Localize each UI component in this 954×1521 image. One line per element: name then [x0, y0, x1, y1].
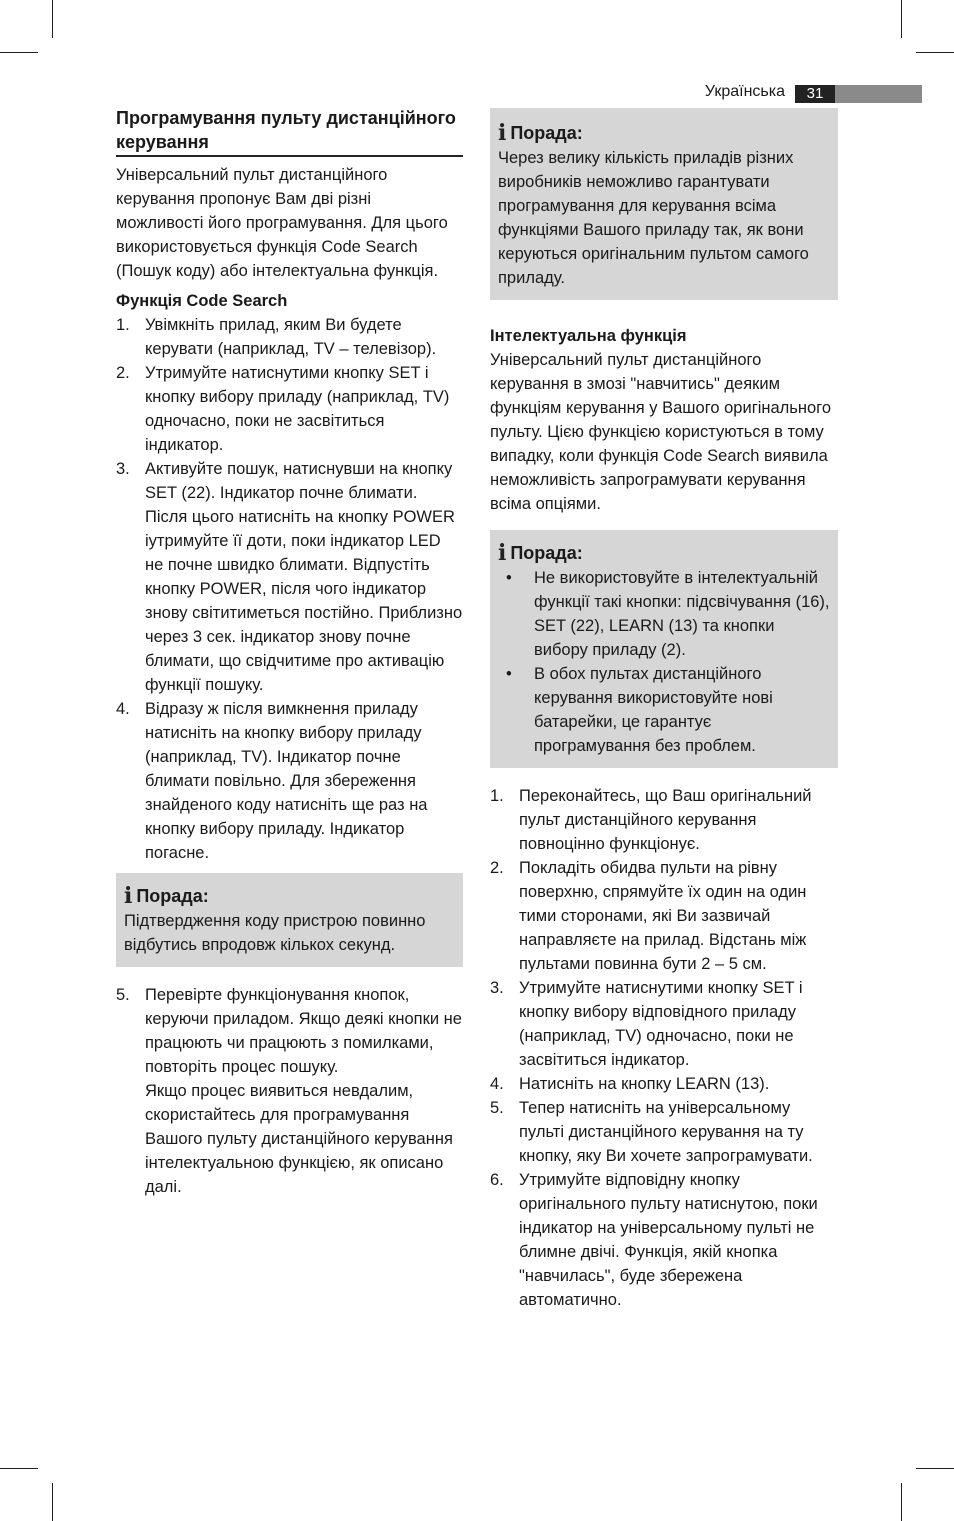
bullet-icon: •	[506, 569, 512, 587]
list-item	[116, 361, 463, 457]
tip-box	[116, 873, 463, 967]
step-number: 3.	[490, 979, 504, 997]
list-item	[490, 856, 838, 976]
step-text: Переконайтесь, що Ваш оригінальний пульт дистанційного керування повноцінно функціонує.	[519, 787, 812, 853]
crop-mark	[0, 52, 38, 53]
list-item	[498, 662, 830, 758]
tip-title: Порада:	[136, 886, 209, 906]
step-text: Утримуйте натиснутими кнопку SET і кнопку вибору приладу (наприклад, TV) одночасно, поки не засвітиться індикатор.	[145, 364, 450, 454]
tip-box	[490, 108, 838, 300]
step-text: Перевірте функціонування кнопок, керуючи приладом. Якщо деякі кнопки не працюють чи працюють з помилками, повторіть процес пошуку.	[145, 986, 462, 1076]
page-number: 31	[795, 85, 835, 103]
code-search-steps-continued	[116, 983, 463, 1199]
smart-function-intro: Універсальний пульт дистанційного керування в змозі "навчитись" деяким функціям керування у Вашого оригінального пульту. Цією функцією користуються в тому випадку, коли функція Code Search виявила неможливість запрограмувати керування всіма опціями.	[490, 351, 832, 513]
step-text: Тепер натисніть на універсальному пульті дистанційного керування на ту кнопку, яку Ви хочете запрограмувати.	[519, 1099, 813, 1165]
bullet-text: В обох пультах дистанційного керування використовуйте нові батарейки, це гарантує програмування без проблем.	[534, 665, 773, 755]
left-column	[116, 106, 463, 1199]
smart-function-heading: Інтелектуальна функція	[490, 327, 687, 345]
list-item	[490, 784, 838, 856]
step-number: 3.	[116, 460, 130, 478]
list-item	[490, 1096, 838, 1168]
list-item	[116, 313, 463, 361]
step-text: Увімкніть прилад, яким Ви будете керувати (наприклад, TV – телевізор).	[145, 316, 437, 358]
step-number: 2.	[490, 859, 504, 877]
tip-text: Через велику кількість приладів різних виробників неможливо гарантувати програмування для керування всіма функціями Вашого приладу так, як вони керуються оригінальним пультом самого приладу.	[498, 149, 809, 287]
step-text: Покладіть обидва пульти на рівну поверхню, спрямуйте їх один на один тими сторонами, які Ви зазвичай направляєте на прилад. Відстань між пультами повинна бути 2 – 5 см.	[519, 859, 807, 973]
section-title: Програмування пульту дистанційного керування	[116, 106, 463, 157]
step-number: 5.	[490, 1099, 504, 1117]
info-icon: i	[498, 540, 507, 566]
crop-mark	[0, 1468, 38, 1469]
step-number: 1.	[116, 316, 130, 334]
list-item	[498, 566, 830, 662]
step-text: Відразу ж після вимкнення приладу натисніть на кнопку вибору приладу (наприклад, TV). Індикатор почне блимати повільно. Для збереження знайденого коду натисніть ще раз на кнопку вибору приладу. Індикатор погасне.	[145, 700, 428, 862]
tip-title: Порада:	[510, 123, 583, 143]
smart-function-steps	[490, 784, 838, 1312]
step-number: 5.	[116, 986, 130, 1004]
crop-mark	[52, 0, 53, 38]
list-item	[116, 983, 463, 1199]
crop-mark	[901, 0, 902, 38]
tip-bullets	[498, 566, 830, 758]
language-label: Українська	[704, 83, 785, 100]
list-item	[116, 457, 463, 697]
crop-mark	[916, 52, 954, 53]
step-number: 4.	[490, 1075, 504, 1093]
tip-box	[490, 530, 838, 768]
bullet-text: Не використовуйте в інтелектуальній функції такі кнопки: підсвічування (16), SET (22), LEARN (13) та кнопки вибору приладу (2).	[534, 569, 830, 659]
list-item	[490, 976, 838, 1072]
info-icon: i	[498, 120, 507, 146]
step-number: 4.	[116, 700, 130, 718]
step-text-note: Якщо процес виявиться невдалим, скористайтесь для програмування Вашого пульту дистанційного керування інтелектуальною функцією, як описано далі.	[145, 1082, 453, 1196]
bullet-icon: •	[506, 665, 512, 683]
crop-mark	[52, 1483, 53, 1521]
step-text: Активуйте пошук, натиснувши на кнопку SET (22). Індикатор почне блимати. Після цього натисніть на кнопку POWER іутримуйте її доти, поки індикатор LED не почне швидко блимати. Відпустіть кнопку POWER, після чого індикатор знову світитиметься постійно. Приблизно через 3 сек. індикатор знову почне блимати, що свідчитиме про активацію функції пошуку.	[145, 460, 463, 694]
code-search-steps	[116, 313, 463, 865]
list-item	[490, 1168, 838, 1312]
list-item	[490, 1072, 838, 1096]
tip-text: Підтвердження коду пристрою повинно відбутись впродовж кількох секунд.	[124, 912, 426, 954]
code-search-heading: Функція Code Search	[116, 292, 288, 310]
crop-mark	[901, 1483, 902, 1521]
step-number: 1.	[490, 787, 504, 805]
step-text: Утримуйте відповідну кнопку оригінального пульту натиснутою, поки індикатор на універсальному пульті не блимне двічі. Функція, якій кнопка "навчилась", буде збережена автоматично.	[519, 1171, 818, 1309]
info-icon: i	[124, 883, 133, 909]
step-number: 2.	[116, 364, 130, 382]
step-text: Натисніть на кнопку LEARN (13).	[519, 1075, 770, 1093]
step-number: 6.	[490, 1171, 504, 1189]
list-item	[116, 697, 463, 865]
crop-mark	[916, 1468, 954, 1469]
tip-title: Порада:	[510, 543, 583, 563]
page-header	[600, 82, 922, 102]
right-column	[490, 108, 838, 1312]
intro-paragraph: Універсальний пульт дистанційного керування пропонує Вам дві різні можливості його програмування. Для цього використовується функція Code Search (Пошук коду) або інтелектуальна функція.	[116, 166, 448, 280]
page-number-bar	[835, 85, 922, 103]
step-text: Утримуйте натиснутими кнопку SET і кнопку вибору відповідного приладу (наприклад, TV) одночасно, поки не засвітиться індикатор.	[519, 979, 803, 1069]
